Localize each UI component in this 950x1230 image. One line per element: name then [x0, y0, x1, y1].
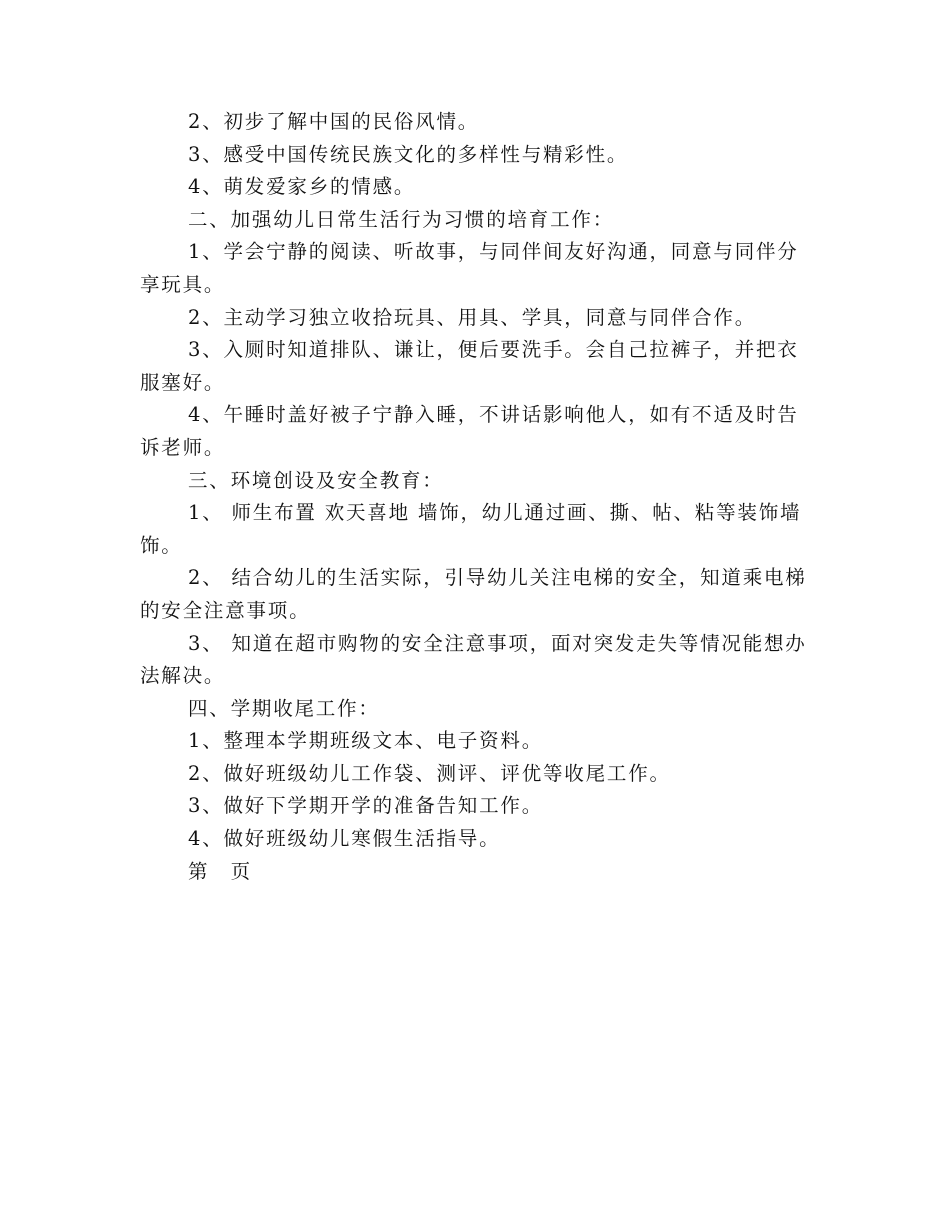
paragraph-habits-item-4: 4、午睡时盖好被子宁静入睡，不讲话影响他人，如有不适及时告诉老师。 — [140, 403, 799, 459]
paragraph-safety-item-3: 3、 知道在超市购物的安全注意事项，面对突发走失等情况能想办法解决。 — [140, 631, 807, 688]
paragraph-term-end-item-2: 2、做好班级幼儿工作袋、测评、评优等收尾工作。 — [188, 761, 671, 785]
paragraph-habits-item-1: 1、学会宁静的阅读、听故事，与同伴间友好沟通，同意与同伴分享玩具。 — [140, 240, 799, 296]
document-body — [140, 106, 808, 888]
paragraph-term-end-item-3: 3、做好下学期开学的准备告知工作。 — [188, 794, 544, 818]
paragraph-item-2-folk-customs: 2、初步了解中国的民俗风情。 — [188, 110, 480, 133]
section-heading-daily-habits: 二、加强幼儿日常生活行为习惯的培育工作： — [188, 207, 615, 231]
paragraph-item-3-traditional-culture: 3、感受中国传统民族文化的多样性与精彩性。 — [188, 142, 629, 166]
paragraph-item-4-love-hometown: 4、萌发爱家乡的情感。 — [188, 175, 416, 199]
paragraph-term-end-item-1: 1、整理本学期班级文本、电子资料。 — [188, 729, 544, 753]
paragraph-safety-item-1: 1、 师生布置 欢天喜地 墙饰，幼儿通过画、撕、帖、粘等装饰墙饰。 — [140, 501, 802, 557]
section-heading-environment-safety: 三、环境创设及安全教育： — [188, 468, 444, 492]
paragraph-safety-item-2: 2、 结合幼儿的生活实际，引导幼儿关注电梯的安全，知道乘电梯的安全注意事项。 — [140, 566, 807, 622]
paragraph-habits-item-2: 2、主动学习独立收拾玩具、用具、学具，同意与同伴合作。 — [188, 305, 757, 329]
paragraph-term-end-item-4: 4、做好班级幼儿寒假生活指导。 — [188, 827, 501, 851]
page-number-footer: 第 页 — [188, 859, 252, 883]
section-heading-term-end: 四、学期收尾工作： — [188, 696, 380, 720]
paragraph-habits-item-3: 3、入厕时知道排队、谦让，便后要洗手。会自己拉裤子，并把衣服塞好。 — [140, 338, 799, 394]
